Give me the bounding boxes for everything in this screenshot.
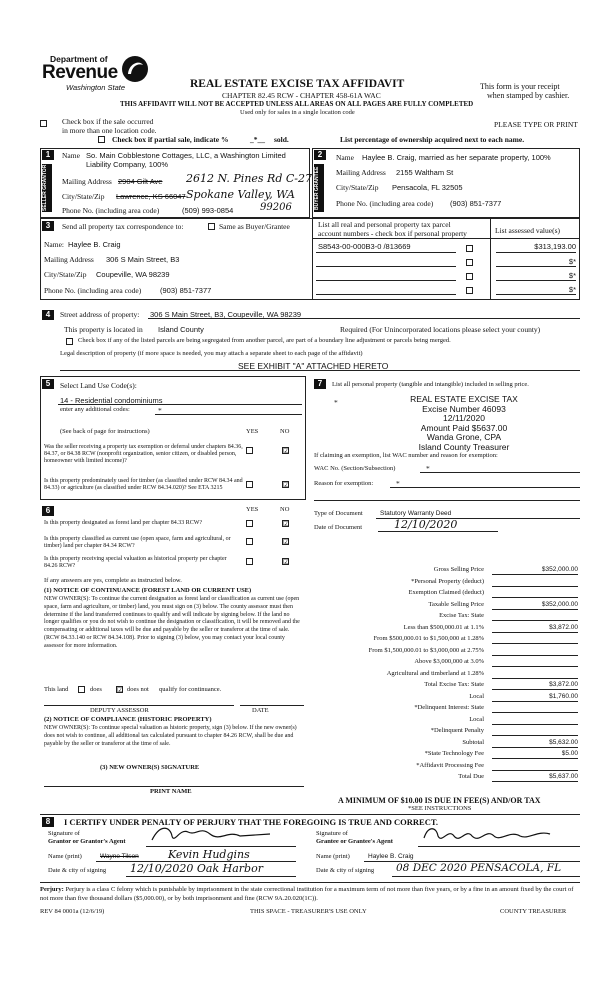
personal-property-head: List all personal property (tangible and intangible) included in selling price.	[332, 381, 529, 388]
s5-question-1: Was the seller receiving a property tax exemption or deferral under chapters 84.36, 84.37, or 84.38 RCW (nonprofit organization, senior citizen, or disabled person, homeowner with limited income)?	[44, 444, 243, 464]
perjury-text: Perjury is a class C felony which is punishable by imprisonment in the state correctional institution for a maximum term of not more than five years, or by a fine in an amount fixed by the court of not more than five thousand dollars ($5,000.00), or by both imprisonment and fine (RCW 9A.20.020(1C)).	[40, 886, 574, 902]
calc-row-label: Less than $500,000.01 at 1.1%	[403, 623, 484, 631]
dor-logo	[40, 54, 150, 96]
parcel-head-1: List all real and personal property tax parcel	[318, 220, 451, 229]
calc-row-label: Subtotal	[462, 738, 484, 746]
land-use-label: Select Land Use Code(s):	[60, 381, 137, 390]
segregated-label: Check box if any of the listed parcels are being segregated from another parcel, are part of a boundary line adjustment or parcels being merged.	[78, 337, 451, 344]
assessed-dollar-4: $*	[568, 285, 576, 294]
grantor-name-handwritten: Kevin Hudgins	[168, 848, 250, 861]
additional-codes-label: enter any additional codes:	[60, 406, 130, 413]
corr-phone-label: Phone No. (including area code)	[44, 286, 142, 295]
calc-row-label: Above $3,000,000 at 3.0%	[414, 658, 484, 665]
stamp-line-4: Amount Paid $5637.00	[420, 422, 508, 433]
segregated-checkbox[interactable]	[66, 338, 73, 345]
corr-mail-label: Mailing Address	[44, 255, 94, 264]
seller-phone-label: Phone No. (including area code)	[62, 206, 160, 215]
stamp-line-5: Wanda Grone, CPA	[426, 432, 502, 442]
seller-mail-struck: 2904 Gilt Ave	[118, 177, 163, 186]
s6-question-3: Is this property receiving special valuation as historical property per chapter 84.26 RCW?	[44, 556, 227, 569]
calc-row-label: Local	[469, 715, 484, 723]
s5-question-2: Is this property predominately used for timber (as classified under RCW 84.34 and 84.33) or agriculture (as classified under RCW 84.34.020)? See ETA 3215	[44, 478, 243, 491]
s6-q1-yes-checkbox[interactable]	[246, 520, 253, 527]
additional-codes-value: *	[158, 406, 162, 415]
s6-q2-yes-checkbox[interactable]	[246, 538, 253, 545]
legal-description-label: Legal description of property (if more space is needed, you may attach a separate sheet to each page of the affidavit)	[60, 350, 363, 357]
calc-row-label: *Delinquent Interest: State	[414, 704, 484, 711]
certify-statement: I CERTIFY UNDER PENALTY OF PERJURY THAT THE FOREGOING IS TRUE AND CORRECT.	[64, 817, 439, 827]
land-does-not-checkbox[interactable]: ☑	[117, 686, 124, 694]
personal-property-star: *	[334, 398, 338, 407]
parcel-personal-checkbox-1[interactable]	[466, 245, 473, 252]
corr-city-label: City/State/Zip	[44, 270, 87, 279]
assessed-dollar-2: $*	[568, 257, 576, 266]
wac-value: *	[426, 464, 430, 473]
calc-row-label: Taxable Selling Price	[428, 600, 484, 608]
same-as-buyer-label: Same as Buyer/Grantee	[219, 222, 290, 231]
calc-row-value: $3,872.00	[549, 623, 578, 631]
calc-row-label: *State Technology Fee	[424, 750, 484, 757]
if-yes-note: If any answers are yes, complete as instructed below.	[44, 577, 182, 584]
grantor-sig-label-2: Grantor or Grantor's Agent	[48, 838, 126, 845]
print-name-label: PRINT NAME	[150, 788, 192, 795]
seller-name-label: Name	[62, 151, 80, 160]
buyer-mail-label: Mailing Address	[336, 168, 386, 177]
notice-1-body: NEW OWNER(S): To continue the current designation as forest land or classification as current use (open space, farm and agriculture, or timber) land, you must sign on (3) below. The county assessor must then determine if the land transferred continues to qualify and will indicate by signing below. If the land no longer qualifies or you do not wish to continue the designation or classification, it will be removed and the compensating or additional taxes will be due and payable by the seller or transferor at the time of sale. (RCW 84.33.140 or RCW 84.34.108). Prior to signing (3) below, you may contact your local county assessor for more information.	[44, 596, 300, 649]
calc-row-label: From $500,000.01 to $1,500,000 at 1.28%	[373, 635, 484, 642]
land-does-checkbox[interactable]	[78, 686, 85, 693]
parcel-personal-checkbox-3[interactable]	[466, 273, 473, 280]
single-location-note: Used only for sales in a single location code	[240, 109, 355, 116]
tax-calculation	[314, 566, 580, 784]
stamp-line-6: Island County Treasurer	[418, 441, 510, 452]
calc-row-value: $5,632.00	[549, 738, 578, 746]
calc-row-label: Local	[469, 692, 484, 700]
section-3-number: 3	[42, 221, 54, 231]
section-5-number: 5	[42, 379, 54, 389]
grantee-date-city-label: Date & city of signing	[316, 867, 375, 874]
doc-type-label: Type of Document	[314, 510, 363, 517]
buyer-phone: (903) 851-7377	[450, 199, 502, 208]
section-4-number: 4	[42, 310, 54, 320]
perjury-label: Perjury:	[40, 886, 64, 893]
located-county: Island County	[158, 325, 204, 334]
assessor-date-label: DATE	[252, 707, 269, 714]
this-land-label: This land	[44, 686, 69, 693]
corr-name-label: Name:	[44, 240, 64, 249]
buyer-city: Pensacola, FL 32505	[392, 183, 463, 192]
calc-row-value: $352,000.00	[541, 600, 578, 608]
form-title: REAL ESTATE EXCISE TAX AFFIDAVIT	[190, 78, 405, 90]
section-7-number: 7	[314, 379, 326, 389]
wac-label: WAC No. (Section/Subsection)	[314, 465, 396, 472]
qualify-label: qualify for continuance.	[159, 686, 222, 693]
s5-q2-no-checkbox[interactable]: ☑	[283, 481, 290, 489]
partial-sale-checkbox[interactable]	[98, 136, 105, 143]
doc-date: 12/10/2020	[394, 518, 458, 531]
assessed-value: $313,193.00	[534, 242, 576, 251]
see-back-note: (See back of page for instructions)	[60, 428, 150, 435]
calc-row-label: Total Due	[458, 773, 484, 780]
calc-row-value: $5,637.00	[549, 773, 578, 780]
calc-row-label: Gross Selling Price	[433, 566, 484, 573]
grantor-date-city-label: Date & city of signing	[48, 867, 107, 874]
form-warning: THIS AFFIDAVIT WILL NOT BE ACCEPTED UNLESS ALL AREAS ON ALL PAGES ARE FULLY COMPLETED	[120, 100, 474, 108]
dor-emblem-icon	[120, 54, 150, 84]
seller-city-struck: Lawrence, KS 66047	[116, 192, 186, 201]
buyer-grantee-label: BUYER GRANTEE	[314, 164, 324, 212]
minimum-fee-note: A MINIMUM OF $10.00 IS DUE IN FEE(S) AND/OR TAX	[338, 796, 541, 805]
calc-row-value: $3,872.00	[549, 681, 578, 688]
grantor-date-city: 12/10/2020 Oak Harbor	[130, 862, 263, 875]
multi-location-checkbox[interactable]	[40, 120, 47, 127]
section-8-number: 8	[42, 817, 54, 827]
form-revision: REV 84 0001a (12/6/19)	[40, 908, 105, 915]
s6-q3-yes-checkbox[interactable]	[246, 558, 253, 565]
logo-sub: Washington State	[66, 83, 126, 92]
street-address: 306 S Main Street, B3, Coupeville, WA 98239	[150, 310, 302, 319]
parcel-personal-checkbox-2[interactable]	[466, 259, 473, 266]
calc-row-value: $5.00	[561, 750, 578, 757]
new-owner-signature-label: (3) NEW OWNER(S) SIGNATURE	[100, 764, 200, 771]
calc-row-label: Agricultural and timberland at 1.28%	[386, 669, 484, 677]
stamp-line-2: Excise Number 46093	[422, 403, 506, 414]
buyer-name-label: Name	[336, 153, 354, 162]
parcel-personal-checkbox-4[interactable]	[466, 287, 473, 294]
same-as-buyer-checkbox[interactable]	[208, 223, 215, 230]
s6-q2-no-checkbox[interactable]: ☑	[283, 538, 290, 546]
buyer-name: Haylee B. Craig, married as her separate property, 100%	[362, 153, 551, 162]
ownership-note: List percentage of ownership acquired next to each name.	[340, 135, 525, 144]
calc-row-value: $352,000.00	[541, 566, 578, 573]
receipt-note-1: This form is your receipt	[480, 82, 560, 91]
section-1-number: 1	[42, 150, 54, 160]
type-or-print: PLEASE TYPE OR PRINT	[494, 120, 578, 129]
exemption-label: If claiming an exemption, list WAC number and reason for exemption:	[314, 452, 498, 459]
deputy-assessor-label: DEPUTY ASSESSOR	[90, 707, 149, 714]
assessed-head: List assessed value(s)	[495, 226, 560, 235]
treasurer-space: THIS SPACE - TREASURER'S USE ONLY	[250, 908, 367, 915]
grantee-name-print-label: Name (print)	[316, 853, 350, 860]
seller-city-label: City/State/Zip	[62, 192, 105, 201]
street-label: Street address of property:	[60, 310, 140, 319]
section-6-number: 6	[42, 506, 54, 516]
logo-main: Revenue	[42, 62, 118, 83]
grantee-signature	[420, 822, 560, 846]
grantee-sig-label-2: Grantee or Grantee's Agent	[316, 838, 393, 845]
partial-sale-blank: _*__	[250, 135, 265, 144]
calc-row-value: $1,760.00	[549, 692, 578, 700]
buyer-mail: 2155 Waltham St	[396, 168, 454, 177]
required-note: Required (For Unincorporated locations please select your county)	[340, 325, 541, 334]
calc-row-label: *Delinquent Penalty	[430, 727, 484, 734]
s6-q1-no-checkbox[interactable]: ☑	[283, 520, 290, 528]
grantor-signature	[150, 822, 280, 846]
notice-1-title: (1) NOTICE OF CONTINUANCE (FOREST LAND OR CURRENT USE)	[44, 587, 252, 594]
corr-name: Haylee B. Craig	[68, 240, 121, 249]
seller-phone: (509) 993-0854	[182, 206, 234, 215]
notice-2-body: NEW OWNER(S): To continue special valuation as historic property, sign (3) below. If the new owner(s) does not wish to continue, all additional tax calculated pursuant to chapter 84.26 RCW, shall be due and payable by the seller or transferor at the time of sale.	[44, 725, 297, 747]
corr-phone: (903) 851-7377	[160, 286, 212, 295]
stamp-line-3: 12/11/2020	[443, 413, 485, 423]
calc-row-label: Exemption Claimed (deduct)	[408, 589, 484, 596]
corr-city: Coupeville, WA 98239	[96, 270, 170, 279]
located-label: This property is located in	[64, 325, 143, 334]
s5-q1-yes-checkbox[interactable]	[246, 447, 253, 454]
s5-yes: YES	[246, 428, 259, 435]
parcel-head-2: account numbers - check box if personal property	[318, 229, 467, 238]
excise-stamp	[400, 395, 528, 452]
partial-sale-sold: sold.	[274, 135, 289, 144]
county-treasurer: COUNTY TREASURER	[500, 908, 567, 915]
grantee-date-city: 08 DEC 2020 PENSACOLA, FL	[396, 862, 562, 874]
assessed-dollar-3: $*	[568, 271, 576, 280]
grantee-sig-label-1: Signature of	[316, 830, 348, 837]
land-use-code[interactable]: 14 - Residential condominiums	[60, 396, 163, 405]
s6-question-1: Is this property designated as forest land per chapter 84.33 RCW?	[44, 520, 203, 526]
land-does-not-label: does not	[127, 686, 149, 693]
s5-no: NO	[280, 428, 290, 435]
seller-zip-handwritten: 99206	[260, 202, 292, 213]
stamp-line-1: REAL ESTATE EXCISE TAX	[410, 394, 518, 404]
seller-city-handwritten: Spokane Valley, WA	[186, 188, 296, 201]
seller-mail-handwritten: 2612 N. Pines Rd C-27	[186, 172, 313, 185]
grantor-sig-label-1: Signature of	[48, 830, 80, 837]
calc-row-label: *Affidavit Processing Fee	[416, 761, 484, 769]
doc-type: Statutory Warranty Deed	[380, 510, 452, 517]
s6-yes: YES	[246, 506, 259, 513]
partial-sale-label: Check box if partial sale, indicate %	[112, 135, 229, 144]
buyer-city-label: City/State/Zip	[336, 183, 379, 192]
land-does-label: does	[90, 686, 102, 693]
exhibit-a: SEE EXHIBIT "A" ATTACHED HERETO	[238, 361, 389, 371]
reason-label: Reason for exemption:	[314, 480, 374, 487]
s6-q3-no-checkbox[interactable]: ☑	[283, 558, 290, 566]
seller-grantor-label: SELLER GRANTOR	[42, 164, 52, 212]
calc-row-label: *Personal Property (deduct)	[411, 577, 484, 585]
doc-date-label: Date of Document	[314, 524, 363, 531]
calc-row-label: Excise Tax: State	[439, 612, 484, 619]
reason-value: *	[396, 479, 400, 488]
perjury-notice	[40, 886, 580, 903]
s5-q1-no-checkbox[interactable]: ☑	[283, 447, 290, 455]
form-chapter: CHAPTER 82.45 RCW - CHAPTER 458-61A WAC	[222, 91, 381, 100]
grantor-name-struck: Wayne Tilson	[100, 853, 139, 860]
s6-question-2: Is this property classified as current use (open space, farm and agricultural, or timber) land per chapter 84.34 RCW?	[44, 536, 231, 549]
section-2-number: 2	[314, 150, 326, 160]
receipt-note-2: when stamped by cashier.	[487, 91, 570, 100]
seller-name: So. Main Cobblestone Cottages, LLC, a Washington Limited Liability Company, 100%	[86, 151, 286, 169]
calc-row-label: Total Excise Tax: State	[424, 681, 484, 688]
multi-location-label-2: in more than one location code.	[62, 126, 157, 135]
s5-q2-yes-checkbox[interactable]	[246, 481, 253, 488]
send-correspondence-label: Send all property tax correspondence to:	[62, 222, 184, 231]
see-instructions: *SEE INSTRUCTIONS	[408, 805, 472, 812]
grantee-name: Haylee B. Craig	[368, 853, 414, 860]
parcel-number: S8543-00-000B3-0 /813669	[318, 242, 411, 251]
logo-top: Department of	[50, 54, 108, 64]
s6-no: NO	[280, 506, 290, 513]
multi-location-label-1: Check box if the sale occurred	[62, 117, 154, 126]
calc-row-label: From $1,500,000.01 to $3,000,000 at 2.75%	[368, 646, 484, 654]
notice-2-title: (2) NOTICE OF COMPLIANCE (HISTORIC PROPERTY)	[44, 716, 212, 723]
grantor-name-print-label: Name (print)	[48, 853, 82, 860]
buyer-phone-label: Phone No. (including area code)	[336, 199, 434, 208]
corr-mail: 306 S Main Street, B3	[106, 255, 180, 264]
seller-mail-label: Mailing Address	[62, 177, 112, 186]
